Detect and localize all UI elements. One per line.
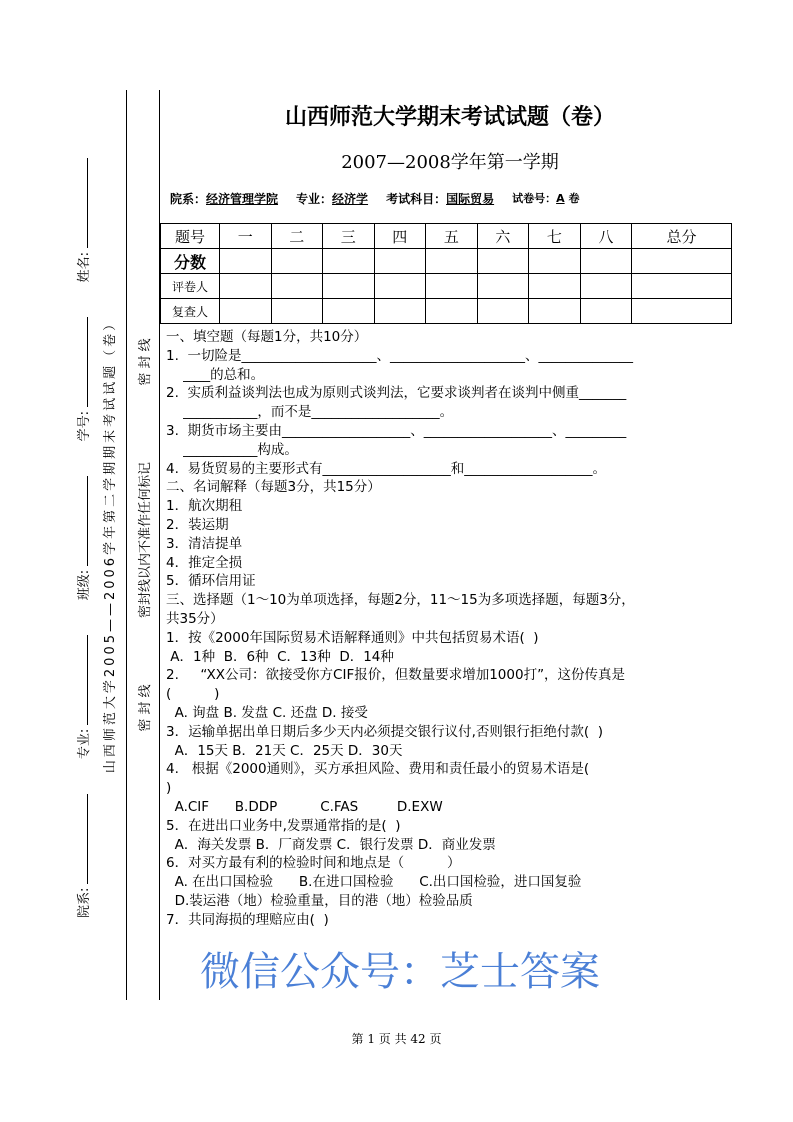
page-number: 第 1 页 共 42 页: [351, 1032, 442, 1046]
question-line: A．海关发票 B．厂商发票 C．银行发票 D．商业发票: [166, 836, 496, 853]
score-cell[interactable]: [529, 299, 581, 324]
question-line: ( ): [166, 686, 220, 703]
question-line: ___________，而不是___________________。: [166, 404, 454, 421]
question-line: 三、选择题（1～10为单项选择，每题2分，11～15为多项选择题，每题3分，: [166, 592, 635, 609]
score-header-cell: 三: [323, 224, 375, 249]
subject-value: 国际贸易: [446, 192, 495, 206]
score-cell[interactable]: [323, 274, 375, 299]
score-cell[interactable]: [529, 274, 581, 299]
score-row-label: 分数: [161, 249, 220, 274]
score-cell[interactable]: [271, 299, 323, 324]
score-header-cell: 四: [374, 224, 426, 249]
question-line: 3．清洁提单: [166, 535, 243, 552]
score-cell[interactable]: [374, 249, 426, 274]
score-table: [160, 223, 732, 324]
question-line: 7．共同海损的理赔应由( ): [166, 911, 329, 928]
score-cell[interactable]: [220, 274, 272, 299]
score-cell[interactable]: [632, 249, 732, 274]
score-header-cell: 六: [477, 224, 529, 249]
seal-line-mark: 密 封 线: [137, 338, 153, 386]
score-cell[interactable]: [477, 274, 529, 299]
score-row-label: 评卷人: [161, 274, 220, 299]
score-row-label: 复查人: [161, 299, 220, 324]
question-line: A.CIF B.DDP C.FAS D.EXW: [166, 798, 443, 815]
score-cell[interactable]: [426, 299, 478, 324]
score-cell[interactable]: [580, 249, 632, 274]
score-header-cell: 一: [220, 224, 272, 249]
question-line: A．1种 B．6种 C．13种 D．14种: [166, 648, 394, 665]
question-line: 4. 根据《2000通则》，买方承担风险、费用和责任最小的贸易术语是(: [166, 761, 590, 778]
question-line: 5．循环信用证: [166, 573, 256, 590]
score-header-cell: 总分: [632, 224, 732, 249]
score-header-cell: 七: [529, 224, 581, 249]
class-field[interactable]: [77, 476, 88, 566]
question-line: 二、名词解释（每题3分，共15分）: [166, 479, 381, 496]
question-line: 3. 期货市场主要由___________________、___________________、_________: [166, 422, 627, 439]
exam-meta: [170, 190, 579, 207]
question-line: 一、填空题（每题1分，共10分）: [166, 329, 368, 345]
question-line: ): [166, 780, 172, 797]
major-label: 专业：: [296, 192, 333, 206]
dept-label: 院系:: [76, 887, 92, 918]
score-cell[interactable]: [632, 299, 732, 324]
class-label: 班级:: [76, 569, 92, 601]
paper-label: 试卷号：: [512, 192, 557, 205]
exam-term: 2007—2008学年第一学期: [341, 152, 559, 173]
question-line: A．15天 B．21天 C．25天 D．30天: [166, 742, 403, 759]
score-cell[interactable]: [220, 299, 272, 324]
score-header-cell: 五: [426, 224, 478, 249]
major-label: 专业:: [76, 728, 92, 760]
strip-exam-title: 山西师范大学2005——2006学年第二学期期末考试试题（卷）: [102, 314, 118, 774]
score-cell[interactable]: [529, 249, 581, 274]
score-cell[interactable]: [374, 299, 426, 324]
question-line: 2．装运期: [166, 516, 229, 533]
seal-line-notice: 密封线以内不准作任何标记: [137, 462, 153, 619]
paper-value: A: [556, 192, 565, 205]
score-header-cell: 八: [580, 224, 632, 249]
question-line: 1. 一切险是____________________、____________________、______________: [166, 347, 633, 364]
question-line: 共35分）: [166, 610, 224, 627]
seal-line-mark: 密 封 线: [137, 684, 153, 732]
score-cell[interactable]: [323, 299, 375, 324]
score-cell[interactable]: [271, 249, 323, 274]
name-label: 姓名:: [76, 252, 92, 283]
exam-questions: [166, 328, 736, 930]
binding-line-outer: [126, 90, 127, 1000]
question-line: 2. “XX公司：欲接受你方CIF报价，但数量要求增加1000打”，这份传真是: [166, 667, 626, 684]
score-cell[interactable]: [426, 274, 478, 299]
score-cell[interactable]: [323, 249, 375, 274]
score-header-cell: 题号: [161, 224, 220, 249]
subject-label: 考试科目：: [386, 192, 447, 206]
question-line: A. 询盘 B. 发盘 C. 还盘 D. 接受: [166, 704, 368, 721]
name-field[interactable]: [77, 158, 88, 248]
paper-suffix: 卷: [568, 192, 580, 205]
question-line: 4. 易货贸易的主要形式有___________________和___________________。: [166, 460, 606, 477]
question-line: D.装运港（地）检验重量，目的港（地）检验品质: [166, 892, 473, 909]
question-line: ___________构成。: [166, 441, 298, 458]
score-cell[interactable]: [580, 299, 632, 324]
score-cell[interactable]: [271, 274, 323, 299]
student-info-strip: [72, 158, 92, 918]
dept-field[interactable]: [77, 794, 88, 884]
student-id-label: 学号:: [76, 410, 92, 442]
dept-value: 经济管理学院: [206, 192, 279, 206]
question-line: A. 在出口国检验 B.在进口国检验 C.出口国检验，进口国复验: [166, 874, 582, 891]
score-cell[interactable]: [632, 274, 732, 299]
score-cell[interactable]: [477, 249, 529, 274]
major-value: 经济学: [332, 192, 369, 206]
score-cell[interactable]: [426, 249, 478, 274]
question-line: 4．推定全损: [166, 554, 243, 571]
score-cell[interactable]: [374, 274, 426, 299]
question-line: 1．航次期租: [166, 498, 243, 515]
score-cell[interactable]: [580, 274, 632, 299]
score-cell[interactable]: [220, 249, 272, 274]
student-id-field[interactable]: [77, 317, 88, 407]
question-line: 2. 实质利益谈判法也成为原则式谈判法，它要求谈判者在谈判中侧重_______: [166, 385, 627, 402]
major-field[interactable]: [77, 635, 88, 725]
question-line: 6．对买方最有利的检验时间和地点是（ ）: [166, 855, 461, 872]
exam-title: 山西师范大学期末考试试题（卷）: [284, 104, 615, 130]
dept-label: 院系：: [170, 192, 207, 206]
score-header-cell: 二: [271, 224, 323, 249]
watermark: 微信公众号：芝士答案: [200, 949, 600, 995]
question-line: 1．按《2000年国际贸易术语解释通则》中共包括贸易术语( ): [166, 629, 539, 646]
score-cell[interactable]: [477, 299, 529, 324]
question-line: ____的总和。: [166, 366, 265, 383]
question-line: 3．运输单据出单日期后多少天内必须提交银行议付,否则银行拒绝付款( ): [166, 723, 603, 740]
question-line: 5．在进出口业务中,发票通常指的是( ): [166, 817, 401, 834]
